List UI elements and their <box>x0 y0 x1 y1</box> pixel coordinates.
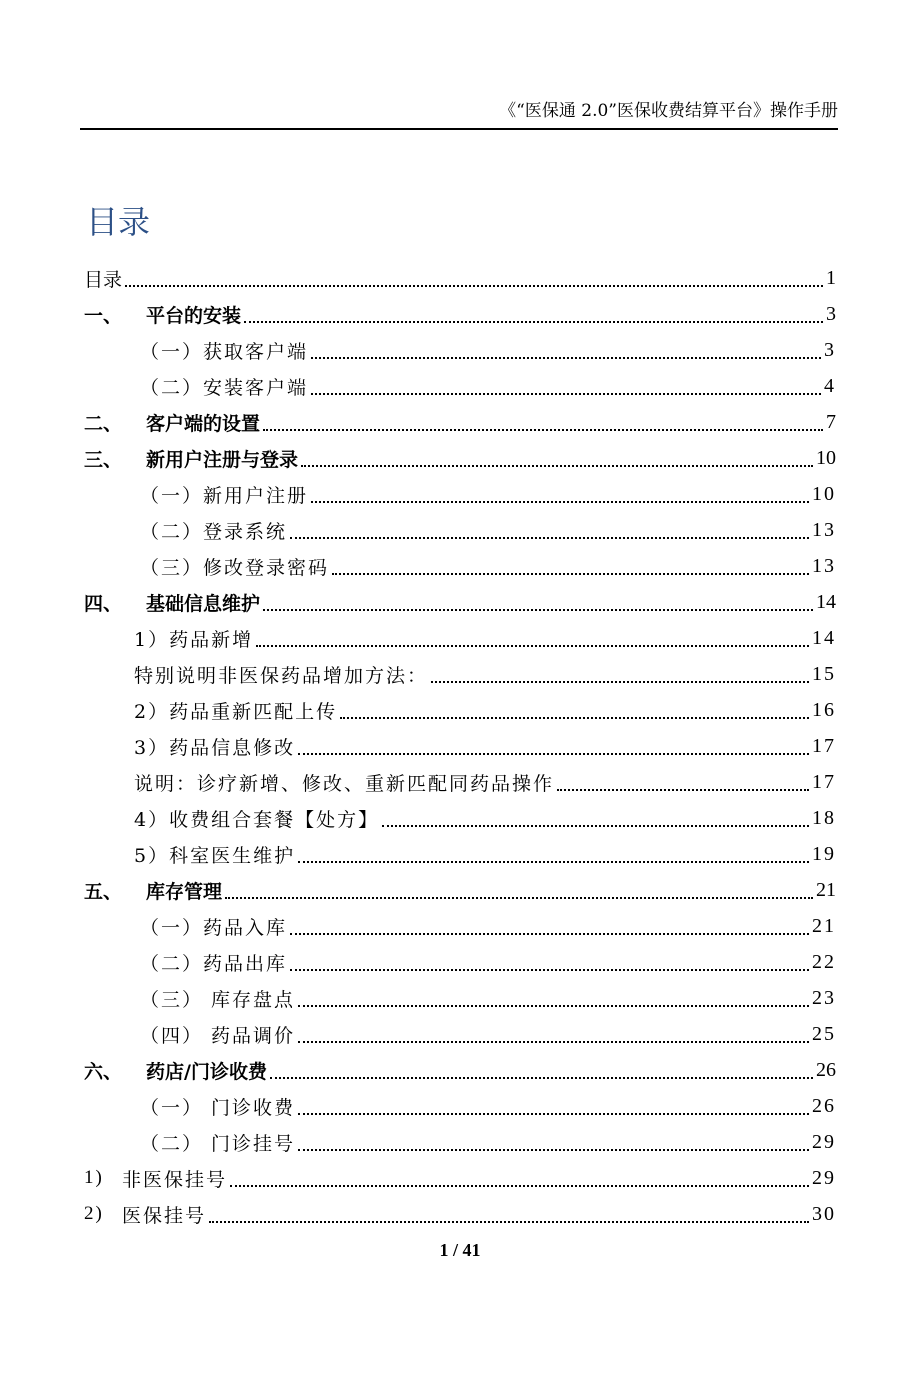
toc-entry-page: 13 <box>812 518 836 541</box>
toc-entry-page: 10 <box>816 446 836 469</box>
toc-leader-dots <box>301 443 813 467</box>
toc-entry-label: （三） 库存盘点 <box>140 988 296 1011</box>
toc-entry-number: 三、 <box>84 448 123 471</box>
toc-entry-page: 30 <box>812 1202 836 1225</box>
table-of-contents <box>84 260 836 1232</box>
toc-entry-number: 1) <box>84 1167 104 1188</box>
toc-entry-label: 客户端的设置 <box>146 412 261 435</box>
toc-entry[interactable] <box>84 1160 836 1196</box>
toc-entry-page: 18 <box>812 806 836 829</box>
toc-entry[interactable] <box>84 548 836 584</box>
toc-entry[interactable] <box>84 1124 836 1160</box>
toc-entry-label: 说明：诊疗新增、修改、重新匹配同药品操作 <box>134 772 555 795</box>
toc-entry-page: 14 <box>812 626 836 649</box>
toc-entry-label: （一） 门诊收费 <box>140 1096 296 1119</box>
toc-entry[interactable] <box>84 332 836 368</box>
toc-entry-page: 25 <box>812 1022 836 1045</box>
toc-entry-label: 特别说明非医保药品增加方法： <box>134 664 429 687</box>
toc-entry-label: 库存管理 <box>146 880 223 903</box>
toc-entry-label: 5）科室医生维护 <box>134 844 296 867</box>
toc-entry-label: 3）药品信息修改 <box>134 736 296 759</box>
running-header <box>80 98 838 130</box>
toc-entry-number: 五、 <box>84 880 123 903</box>
toc-entry-page: 16 <box>812 698 836 721</box>
toc-entry-label: （一）获取客户端 <box>140 340 309 363</box>
toc-entry[interactable] <box>84 980 836 1016</box>
toc-leader-dots <box>431 659 809 683</box>
toc-leader-dots <box>209 1199 809 1223</box>
toc-leader-dots <box>557 767 809 791</box>
toc-entry-number: 六、 <box>84 1060 123 1083</box>
toc-leader-dots <box>125 263 823 287</box>
toc-entry-page: 17 <box>812 734 836 757</box>
toc-entry-label: （二）登录系统 <box>140 520 288 543</box>
toc-entry-page: 3 <box>826 302 836 325</box>
toc-entry-page: 29 <box>812 1130 836 1153</box>
toc-entry-label: （二） 门诊挂号 <box>140 1132 296 1155</box>
toc-entry[interactable] <box>84 476 836 512</box>
toc-leader-dots <box>298 1091 809 1115</box>
toc-entry[interactable] <box>84 584 836 620</box>
toc-entry-label: 新用户注册与登录 <box>146 448 299 471</box>
toc-entry-page: 13 <box>812 554 836 577</box>
toc-leader-dots <box>298 983 809 1007</box>
toc-entry-label: 平台的安装 <box>146 304 242 327</box>
toc-entry-page: 22 <box>812 950 836 973</box>
toc-heading: 目录 <box>86 203 151 241</box>
toc-entry[interactable] <box>84 908 836 944</box>
toc-entry-number: 四、 <box>84 592 123 615</box>
page-footer <box>0 1240 920 1261</box>
toc-entry[interactable] <box>84 1088 836 1124</box>
page-indicator: 1 / 41 <box>439 1240 481 1260</box>
toc-leader-dots <box>332 551 809 575</box>
toc-leader-dots <box>311 479 809 503</box>
toc-entry[interactable] <box>84 872 836 908</box>
toc-entry-label: 非医保挂号 <box>122 1168 228 1191</box>
toc-entry-page: 10 <box>812 482 836 505</box>
toc-leader-dots <box>298 1127 809 1151</box>
toc-entry[interactable] <box>84 764 836 800</box>
toc-leader-dots <box>290 911 809 935</box>
toc-entry[interactable] <box>84 656 836 692</box>
toc-entry-label: （二）安装客户端 <box>140 376 309 399</box>
toc-leader-dots <box>270 1055 813 1079</box>
toc-entry[interactable] <box>84 944 836 980</box>
toc-entry-page: 29 <box>812 1166 836 1189</box>
toc-leader-dots <box>244 299 823 323</box>
toc-entry-page: 4 <box>824 374 836 397</box>
toc-entry[interactable] <box>84 1016 836 1052</box>
toc-entry[interactable] <box>84 296 836 332</box>
toc-leader-dots <box>256 623 809 647</box>
toc-leader-dots <box>263 587 813 611</box>
toc-entry-page: 21 <box>816 878 836 901</box>
toc-entry[interactable] <box>84 368 836 404</box>
toc-entry-label: 4）收费组合套餐【处方】 <box>134 808 380 831</box>
toc-entry-page: 14 <box>816 590 836 613</box>
toc-leader-dots <box>298 731 809 755</box>
toc-leader-dots <box>298 839 809 863</box>
toc-entry-page: 26 <box>816 1058 836 1081</box>
toc-entry-page: 23 <box>812 986 836 1009</box>
toc-entry-page: 19 <box>812 842 836 865</box>
toc-entry-label: 1）药品新增 <box>134 628 254 651</box>
toc-entry[interactable] <box>84 728 836 764</box>
toc-entry-label: 2）药品重新匹配上传 <box>134 700 338 723</box>
toc-entry[interactable] <box>84 620 836 656</box>
toc-entry[interactable] <box>84 404 836 440</box>
toc-entry-page: 7 <box>826 410 836 433</box>
toc-leader-dots <box>263 407 823 431</box>
toc-leader-dots <box>340 695 809 719</box>
toc-leader-dots <box>311 371 821 395</box>
toc-entry[interactable] <box>84 512 836 548</box>
toc-entry[interactable] <box>84 836 836 872</box>
toc-leader-dots <box>382 803 809 827</box>
toc-entry-page: 21 <box>812 914 836 937</box>
toc-leader-dots <box>290 515 809 539</box>
toc-entry-page: 15 <box>812 662 836 685</box>
toc-leader-dots <box>298 1019 809 1043</box>
toc-entry[interactable] <box>84 1052 836 1088</box>
toc-entry-label: （二）药品出库 <box>140 952 288 975</box>
toc-entry-number: 一、 <box>84 304 123 327</box>
toc-entry[interactable] <box>84 260 836 296</box>
toc-entry[interactable] <box>84 800 836 836</box>
toc-entry[interactable] <box>84 692 836 728</box>
toc-leader-dots <box>225 875 813 899</box>
toc-entry-label: （三）修改登录密码 <box>140 556 330 579</box>
toc-entry-label: （四） 药品调价 <box>140 1024 296 1047</box>
toc-entry-label: （一）药品入库 <box>140 916 288 939</box>
toc-entry-label: （一）新用户注册 <box>140 484 309 507</box>
toc-entry-label: 基础信息维护 <box>146 592 261 615</box>
toc-entry-label: 医保挂号 <box>122 1204 207 1227</box>
toc-entry-label: 药店/门诊收费 <box>146 1060 267 1083</box>
toc-leader-dots <box>230 1163 809 1187</box>
toc-leader-dots <box>311 335 821 359</box>
toc-entry-page: 3 <box>824 338 836 361</box>
toc-entry[interactable] <box>84 440 836 476</box>
header-title: 《“医保通 2.0”医保收费结算平台》操作手册 <box>499 101 838 121</box>
toc-entry-page: 17 <box>812 770 836 793</box>
toc-entry-label: 目录 <box>84 268 123 291</box>
toc-leader-dots <box>290 947 809 971</box>
toc-entry-number: 2) <box>84 1203 104 1224</box>
toc-entry[interactable] <box>84 1196 836 1232</box>
toc-entry-number: 二、 <box>84 412 123 435</box>
toc-entry-page: 1 <box>826 266 836 289</box>
toc-entry-page: 26 <box>812 1094 836 1117</box>
